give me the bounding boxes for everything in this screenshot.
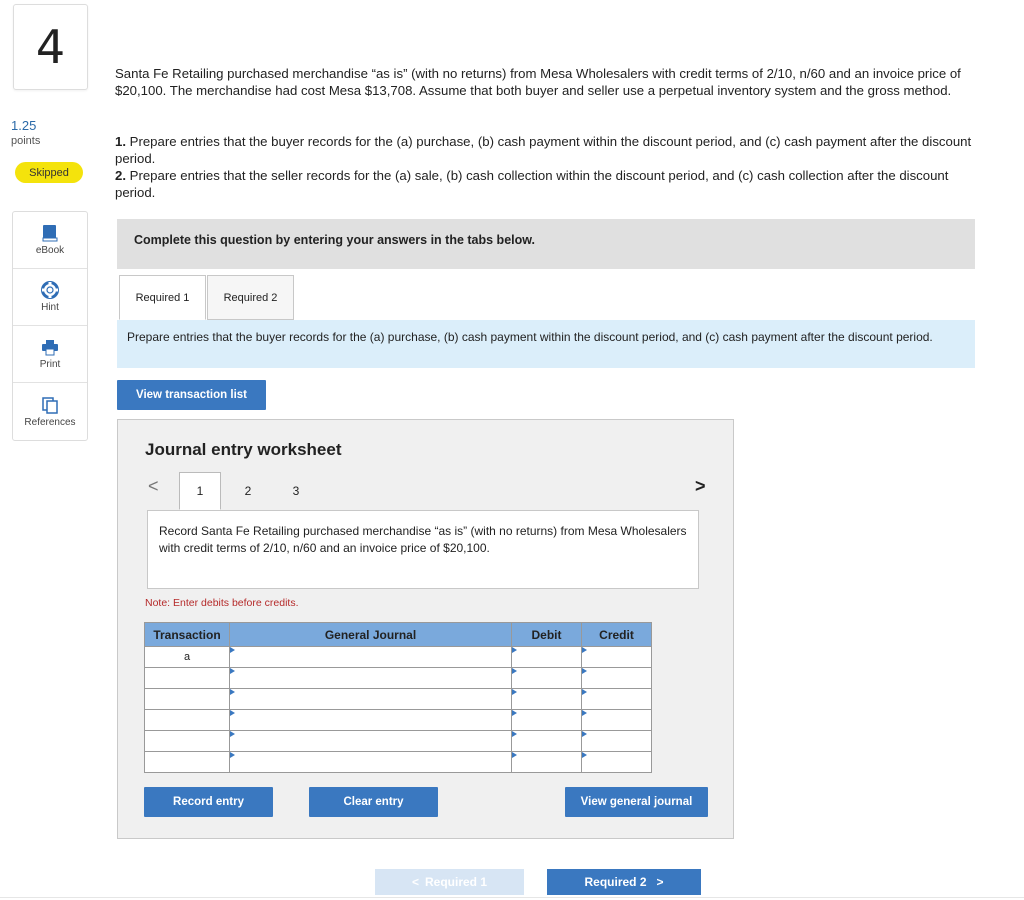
documents-icon <box>41 396 59 414</box>
worksheet-prev-arrow[interactable]: < <box>148 476 159 496</box>
transaction-cell: a <box>145 647 230 668</box>
account-input[interactable] <box>230 710 512 731</box>
next-required-button[interactable] <box>547 869 701 895</box>
requirement-1 <box>115 133 985 167</box>
record-entry-button[interactable]: Record entry <box>144 787 273 817</box>
account-input[interactable] <box>230 731 512 752</box>
status-badge: Skipped <box>15 162 83 183</box>
debit-input[interactable] <box>512 752 582 773</box>
requirement-1-number: 1. <box>115 134 126 149</box>
requirement-1-text: Prepare entries that the buyer records for the (a) purchase, (b) cash payment within the discount period, and (c) cash payment after the discount period. <box>115 134 972 166</box>
transaction-cell <box>145 731 230 752</box>
header-transaction: Transaction <box>145 623 230 647</box>
worksheet-title: Journal entry worksheet <box>145 440 342 459</box>
transaction-cell <box>145 710 230 731</box>
account-input[interactable] <box>230 647 512 668</box>
worksheet-next-arrow[interactable]: > <box>695 476 706 496</box>
ebook-button[interactable] <box>13 212 87 269</box>
debits-note: Note: Enter debits before credits. <box>145 597 299 609</box>
table-row <box>145 689 652 710</box>
requirement-2-text: Prepare entries that the seller records for the (a) sale, (b) cash collection within the discount period, and (c) cash collection after the discount period. <box>115 168 949 200</box>
account-input[interactable] <box>230 668 512 689</box>
points-label: points <box>11 135 41 147</box>
account-input[interactable] <box>230 689 512 710</box>
hint-label: Hint <box>41 302 59 313</box>
clear-entry-button[interactable]: Clear entry <box>309 787 438 817</box>
table-row <box>145 752 652 773</box>
header-credit: Credit <box>582 623 652 647</box>
table-row <box>145 710 652 731</box>
worksheet-page-1[interactable]: 1 <box>179 472 221 510</box>
header-general-journal: General Journal <box>230 623 512 647</box>
complete-question-bar <box>117 219 975 269</box>
debit-input[interactable] <box>512 668 582 689</box>
ebook-label: eBook <box>35 245 65 256</box>
view-transaction-list-button[interactable]: View transaction list <box>117 380 266 410</box>
lifebuoy-icon <box>41 281 59 299</box>
question-number: 4 <box>13 4 88 90</box>
header-debit: Debit <box>512 623 582 647</box>
hint-button[interactable] <box>13 269 87 326</box>
print-label: Print <box>39 358 61 370</box>
complete-question-text: Complete this question by entering your answers in the tabs below. <box>134 233 535 247</box>
printer-icon <box>41 339 59 356</box>
view-general-journal-button[interactable]: View general journal <box>565 787 708 817</box>
tab-instruction: Prepare entries that the buyer records for the (a) purchase, (b) cash payment within the discount period, and (c) cash payment after the discount period. <box>117 320 975 368</box>
credit-input[interactable] <box>582 710 652 731</box>
account-input[interactable] <box>230 752 512 773</box>
journal-entry-worksheet <box>117 419 734 839</box>
print-button[interactable] <box>13 326 87 383</box>
table-row <box>145 647 652 668</box>
points-value: 1.25 <box>11 118 37 133</box>
references-button[interactable] <box>13 383 87 440</box>
transaction-cell <box>145 689 230 710</box>
debit-input[interactable] <box>512 689 582 710</box>
table-row <box>145 668 652 689</box>
prev-required-label: Required 1 <box>425 875 488 889</box>
references-label: References <box>24 416 76 428</box>
transaction-cell <box>145 752 230 773</box>
journal-table <box>144 622 652 773</box>
tab-required-1[interactable]: Required 1 <box>119 275 206 320</box>
prev-required-button[interactable] <box>375 869 524 895</box>
requirement-2-number: 2. <box>115 168 126 183</box>
debit-input[interactable] <box>512 731 582 752</box>
transaction-cell <box>145 668 230 689</box>
chevron-right-icon: > <box>656 875 664 889</box>
credit-input[interactable] <box>582 731 652 752</box>
table-row <box>145 731 652 752</box>
credit-input[interactable] <box>582 752 652 773</box>
question-intro: Santa Fe Retailing purchased merchandise “as is” (with no returns) from Mesa Wholesalers with credit terms of 2/10, n/60 and an invoice price of $20,100. The merchandise had cost Mesa $13,708. Assume that both buyer and seller use a perpetual inventory system and the gross method. <box>115 66 961 98</box>
footer-divider <box>0 897 1024 898</box>
tools-panel <box>12 211 88 441</box>
next-required-label: Required 2 <box>584 875 647 889</box>
record-description: Record Santa Fe Retailing purchased merchandise “as is” (with no returns) from Mesa Wholesalers with credit terms of 2/10, n/60 and an invoice price of $20,100. <box>147 510 699 589</box>
requirements-list <box>115 133 985 201</box>
credit-input[interactable] <box>582 689 652 710</box>
credit-input[interactable] <box>582 647 652 668</box>
tab-required-2[interactable]: Required 2 <box>207 275 294 320</box>
debit-input[interactable] <box>512 647 582 668</box>
chevron-left-icon: < <box>411 875 419 889</box>
debit-input[interactable] <box>512 710 582 731</box>
book-icon <box>42 224 58 242</box>
credit-input[interactable] <box>582 668 652 689</box>
worksheet-page-2[interactable]: 2 <box>244 484 252 498</box>
worksheet-page-3[interactable]: 3 <box>292 484 300 498</box>
requirement-2 <box>115 167 985 201</box>
